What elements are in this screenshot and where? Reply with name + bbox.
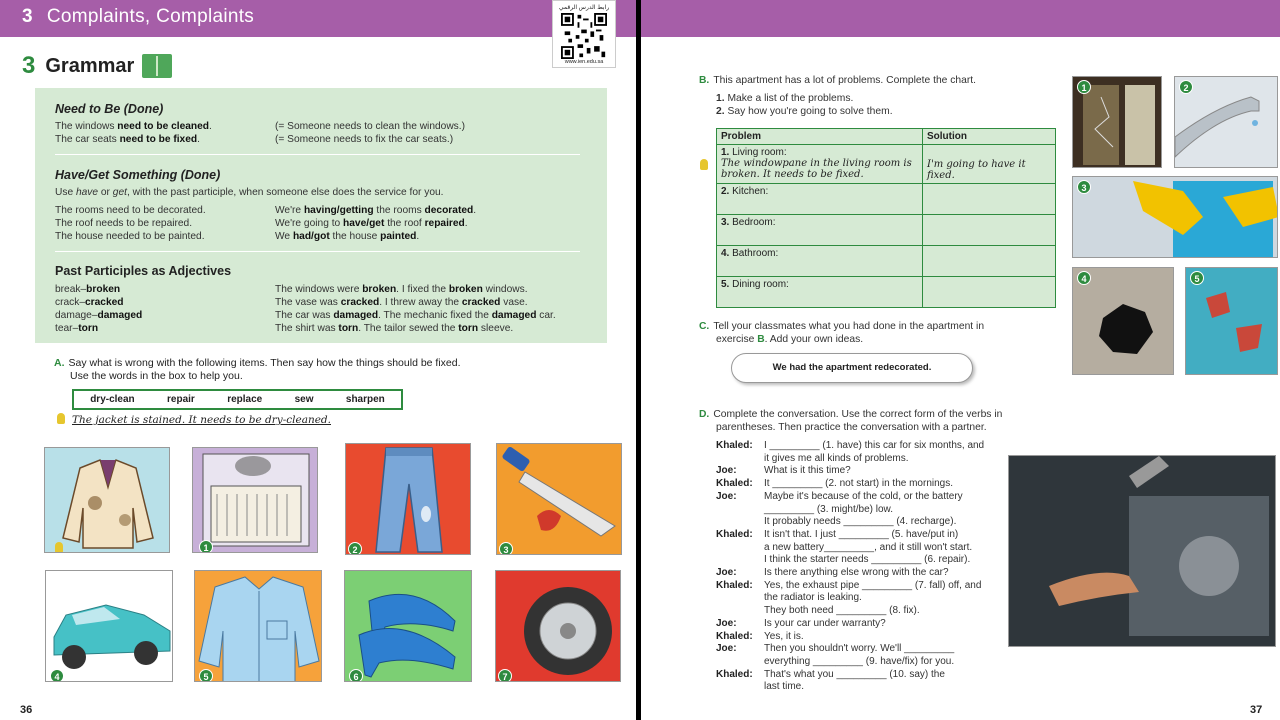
qr-code-box[interactable] [552,0,616,68]
exercise-a-instructions [54,357,461,383]
have-get-right-3: We had/got the house painted. [275,231,420,242]
jacket-picture [44,447,170,553]
window-photo [1072,76,1162,168]
qr-code-icon [559,13,609,59]
participle-example-4: The shirt was torn. The tailor sewed the torn sleeve. [275,323,514,334]
right-header-band [641,0,1280,37]
grammar-title-need-to-be: Need to Be (Done) [55,102,164,116]
need-example-1: The windows need to be cleaned. [55,121,212,132]
jeans-picture [345,443,471,555]
dialog-line: Khaled: Yes, the exhaust pipe _________ (7. fall) off, and [716,579,982,591]
participle-pair-1: break–broken [55,284,121,295]
tire-picture [495,570,621,682]
cleaning-photo [1072,176,1278,258]
chart-row [717,215,1056,246]
jeans-icon [346,444,471,555]
dialog-line: Khaled: That's what you _________ (10. say) the [716,668,945,680]
chart-solution-cell[interactable] [923,246,1056,277]
exercise-d-label: D. [699,409,710,420]
unit-title-text: Complaints, Complaints [46,6,255,27]
knife-picture [496,443,622,555]
have-get-left-3: The house needed to be painted. [55,231,205,242]
wall-hole-icon [1073,268,1174,375]
dialog-line: the radiator is leaking. [764,592,862,604]
car-engine-icon [1009,456,1276,647]
lightbulb-icon [55,542,63,553]
dialog-line: _________ (3. might/be) low. [764,503,893,515]
exercise-c-instructions: C. Tell your classmates what you had done in the apartment in exercise B. Add your own ideas. [699,321,985,345]
chart-header-problem: Problem [717,129,923,145]
dialog-line: a new battery_________, and it still won't start. [764,541,973,553]
page-number-right: 37 [1250,704,1263,716]
shirt-icon [195,571,322,682]
book-icon [142,54,172,78]
section-title: Grammar [45,54,135,77]
word-box-item: repair [167,394,195,405]
qr-header: رابط الدرس الرقمي [558,5,610,11]
dialog-line: Khaled: It isn't that. I just _________ (5. have/put in) [716,528,959,540]
word-box-item: sharpen [345,394,385,405]
dialog-line: Khaled: It _________ (2. not start) in the mornings. [716,478,953,490]
have-get-left-2: The roof needs to be repaired. [55,218,193,229]
exercise-a-line2: Use the words in the box to help you. [70,370,243,382]
air-conditioner-icon [193,448,318,553]
lightbulb-icon [700,159,708,170]
grammar-title-have-get: Have/Get Something (Done) [55,168,221,182]
participle-example-3: The car was damaged. The mechanic fixed the damaged car. [275,310,556,321]
car-icon [46,571,173,682]
picture-number-badge: 1 [199,540,213,553]
qr-url: www.ien.edu.sa [564,59,604,65]
exercise-b-step-2: 2. Say how you're going to solve them. [716,106,893,117]
section-heading [22,52,172,80]
gloves-icon [1073,177,1278,258]
dialog-line: They both need _________ (8. fix). [764,605,920,617]
chart-problem-cell[interactable]: 3. Bedroom: [717,215,923,246]
picture-number-badge: 3 [499,542,513,555]
chart-row [717,246,1056,277]
photo-number-badge: 4 [1077,271,1091,285]
dialog-line: It probably needs _________ (4. recharge). [764,516,957,528]
dialog-line: Joe: Then you shouldn't worry. We'll _________ [716,643,955,655]
photo-number-badge: 1 [1077,80,1091,94]
dialog-line: everything _________ (9. have/fix) for you. [764,655,955,667]
dialog-line: Khaled: I _________ (1. have) this car for six months, and [716,440,985,451]
dialog-line: Joe: What is it this time? [716,465,851,477]
chart-problem-cell[interactable]: 5. Dining room: [717,277,923,308]
word-box-item: dry-clean [90,394,135,405]
tire-icon [496,571,621,682]
dialog-line: Joe: Maybe it's because of the cold, or the battery [716,490,963,502]
picture-number-badge: 7 [498,669,512,682]
divider [55,154,580,155]
need-meaning-1: (= Someone needs to clean the windows.) [275,121,465,132]
word-box [72,389,403,410]
peeling-paint-photo [1185,267,1278,375]
exercise-d-instructions: D. Complete the conversation. Use the correct form of the verbs in parentheses. Then practice the conversation with a partner. [699,409,1003,433]
picture-number-badge: 5 [199,669,213,682]
exercise-b-label: B. [699,75,710,86]
chart-solution-cell[interactable]: I'm going to have it fixed. [923,145,1056,184]
section-number: 3 [22,52,36,79]
have-get-right-2: We're going to have/get the roof repaired. [275,218,468,229]
page-number-left: 36 [20,704,33,716]
picture-number-badge: 4 [50,669,64,682]
chart-solution-cell[interactable] [923,184,1056,215]
car-picture [45,570,173,682]
dialog-line: Joe: Is your car under warranty? [716,617,886,629]
exercise-a-label: A. [54,357,65,369]
have-get-right-1: We're having/getting the rooms decorated. [275,205,477,216]
shoes-picture [344,570,472,682]
problem-solution-chart [716,128,1056,308]
shirt-picture [194,570,322,682]
unit-title [22,6,254,28]
chart-row [717,184,1056,215]
chart-row [717,145,1056,184]
exercise-a-line1: Say what is wrong with the following items. Then say how the things should be fixed. [68,357,461,369]
dialog-line: last time. [764,681,805,693]
dialog-line: Joe: Is there anything else wrong with the car? [716,567,949,579]
left-page [0,0,636,720]
participle-pair-3: damage–damaged [55,310,143,321]
have-get-rule: Use have or get, with the past participle, when someone else does the service for you. [55,187,444,198]
word-box-item: sew [294,394,314,405]
exercise-b-intro: B. This apartment has a lot of problems. Complete the chart. [699,75,977,86]
divider [55,251,580,252]
chart-problem-cell: 1. Living room: The windowpane in the living room is broken. It needs to be fixed. [717,145,923,184]
chart-solution-cell[interactable] [923,215,1056,246]
example-sentence: The jacket is stained. It needs to be dry-cleaned. [72,414,331,426]
exercise-b-step-1: 1. Make a list of the problems. [716,93,854,104]
participle-pair-4: tear–torn [55,323,99,334]
chart-problem-cell[interactable]: 2. Kitchen: [717,184,923,215]
chart-problem-cell[interactable]: 4. Bathroom: [717,246,923,277]
have-get-left-1: The rooms need to be decorated. [55,205,206,216]
chart-row [717,277,1056,308]
word-box-item: replace [227,394,263,405]
chart-header-solution: Solution [923,129,1056,145]
photo-number-badge: 3 [1077,180,1091,194]
car-engine-photo [1008,455,1276,647]
photo-number-badge: 2 [1179,80,1193,94]
unit-number: 3 [22,6,33,27]
need-example-2: The car seats need to be fixed. [55,134,200,145]
speech-bubble: We had the apartment redecorated. [731,353,973,383]
grammar-title-participles: Past Participles as Adjectives [55,264,232,278]
faucet-photo [1174,76,1278,168]
dialog-line: Khaled: Yes, it is. [716,630,804,642]
lightbulb-icon [57,413,65,424]
grammar-box [35,88,607,343]
participle-pair-2: crack–cracked [55,297,124,308]
air-conditioner-picture [192,447,318,553]
knife-icon [497,444,622,555]
dialog-line: I think the starter needs _________ (6. repair). [764,554,971,566]
jacket-icon [45,448,170,553]
participle-example-1: The windows were broken. I fixed the broken windows. [275,284,528,295]
chart-solution-cell[interactable] [923,277,1056,308]
wall-hole-photo [1072,267,1174,375]
shoes-icon [345,571,472,682]
exercise-c-label: C. [699,321,710,332]
dialog-line: it gives me all kinds of problems. [764,452,909,464]
picture-number-badge: 2 [348,542,362,555]
participle-example-2: The vase was cracked. I threw away the cracked vase. [275,297,528,308]
unit-header-band [0,0,636,37]
need-meaning-2: (= Someone needs to fix the car seats.) [275,134,454,145]
photo-number-badge: 5 [1190,271,1204,285]
picture-number-badge: 6 [349,669,363,682]
conversation [716,440,1004,694]
